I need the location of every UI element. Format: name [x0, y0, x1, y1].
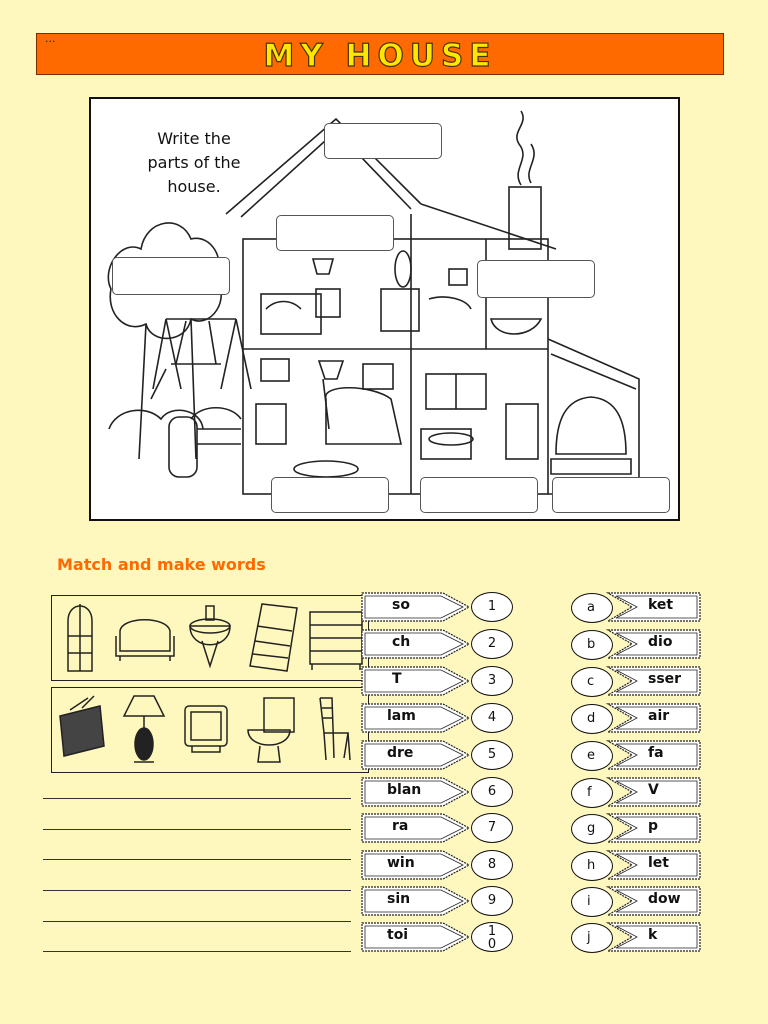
radio-icon	[60, 696, 104, 756]
right-word-text: ket	[648, 597, 674, 613]
left-word-text: blan	[387, 782, 422, 798]
answer-line[interactable]	[43, 829, 351, 830]
left-word-piece[interactable]	[361, 813, 473, 843]
answer-line[interactable]	[43, 859, 351, 860]
icon-strip-2-drawing	[52, 688, 369, 773]
icon-strip-2	[51, 687, 369, 773]
letter-circle: e	[571, 741, 613, 771]
left-word-piece[interactable]	[361, 922, 473, 952]
left-word-text: toi	[387, 927, 409, 943]
page-title: MY HOUSE	[263, 38, 497, 74]
number-circle: 6	[471, 777, 513, 807]
right-word-text: dio	[648, 634, 673, 650]
right-word-text: air	[648, 708, 670, 724]
left-word-piece[interactable]	[361, 850, 473, 880]
left-word-piece[interactable]	[361, 629, 473, 659]
title-dots: ...	[45, 32, 56, 45]
label-box-garage[interactable]	[552, 477, 670, 513]
left-word-piece[interactable]	[361, 592, 473, 622]
house-drawing	[91, 99, 680, 521]
number-circle: 3	[471, 666, 513, 696]
number-circle: 10	[471, 922, 513, 952]
letter-circle: d	[571, 704, 613, 734]
sofa-icon	[116, 620, 174, 661]
right-word-piece[interactable]	[604, 629, 702, 659]
icon-strip-1-drawing	[52, 596, 369, 681]
window-icon	[68, 604, 92, 671]
right-word-piece[interactable]	[604, 740, 702, 770]
right-word-text: k	[648, 927, 658, 943]
left-word-piece[interactable]	[361, 886, 473, 916]
right-word-piece[interactable]	[604, 886, 702, 916]
left-word-text: win	[387, 855, 415, 871]
answer-line[interactable]	[43, 798, 351, 799]
left-word-piece[interactable]	[361, 740, 473, 770]
left-word-text: ch	[392, 634, 411, 650]
right-word-text: dow	[648, 891, 681, 907]
letter-circle: a	[571, 593, 613, 623]
left-word-piece[interactable]	[361, 703, 473, 733]
house-picture	[89, 97, 680, 521]
label-box-bathroom[interactable]	[477, 260, 595, 298]
right-word-text: V	[648, 782, 659, 798]
chair-icon	[320, 698, 350, 760]
left-word-piece[interactable]	[361, 666, 473, 696]
left-word-piece[interactable]	[361, 777, 473, 807]
label-box-living-room[interactable]	[271, 477, 389, 513]
answer-line[interactable]	[43, 890, 351, 891]
right-word-piece[interactable]	[604, 703, 702, 733]
toilet-icon	[248, 698, 294, 762]
number-circle: 2	[471, 629, 513, 659]
answer-line[interactable]	[43, 951, 351, 952]
number-circle: 4	[471, 703, 513, 733]
right-word-piece[interactable]	[604, 666, 702, 696]
letter-circle: c	[571, 667, 613, 697]
right-word-text: p	[648, 818, 659, 834]
number-circle: 7	[471, 813, 513, 843]
number-circle: 5	[471, 740, 513, 770]
right-word-piece[interactable]	[604, 850, 702, 880]
number-circle: 8	[471, 850, 513, 880]
number-circle: 1	[471, 592, 513, 622]
letter-circle: b	[571, 630, 613, 660]
title-bar	[36, 33, 724, 75]
label-box-kitchen[interactable]	[420, 477, 538, 513]
left-word-text: T	[392, 671, 402, 687]
lamp-icon	[124, 696, 164, 762]
left-word-text: sin	[387, 891, 411, 907]
icon-strip-1	[51, 595, 369, 681]
section-title: Match and make words	[57, 555, 266, 574]
label-box-garden[interactable]	[112, 257, 230, 295]
right-word-piece[interactable]	[604, 592, 702, 622]
label-box-bedroom[interactable]	[276, 215, 394, 251]
left-word-text: so	[392, 597, 410, 613]
right-word-piece[interactable]	[604, 922, 702, 952]
letter-circle: g	[571, 814, 613, 844]
tv-icon	[185, 706, 227, 752]
letter-circle: f	[571, 778, 613, 808]
right-word-text: sser	[648, 671, 682, 687]
right-word-text: fa	[648, 745, 664, 761]
left-word-text: lam	[387, 708, 416, 724]
letter-circle: j	[571, 923, 613, 953]
picture-instruction: Write the parts of the house.	[147, 129, 241, 196]
right-word-piece[interactable]	[604, 777, 702, 807]
answer-line[interactable]	[43, 921, 351, 922]
sink-icon	[190, 606, 230, 666]
blanket-icon	[250, 604, 297, 671]
dresser-icon	[310, 612, 362, 670]
left-word-text: ra	[392, 818, 409, 834]
left-word-text: dre	[387, 745, 414, 761]
letter-circle: h	[571, 851, 613, 881]
letter-circle: i	[571, 887, 613, 917]
right-word-piece[interactable]	[604, 813, 702, 843]
label-box-roof[interactable]	[324, 123, 442, 159]
right-word-text: let	[648, 855, 669, 871]
number-circle: 9	[471, 886, 513, 916]
